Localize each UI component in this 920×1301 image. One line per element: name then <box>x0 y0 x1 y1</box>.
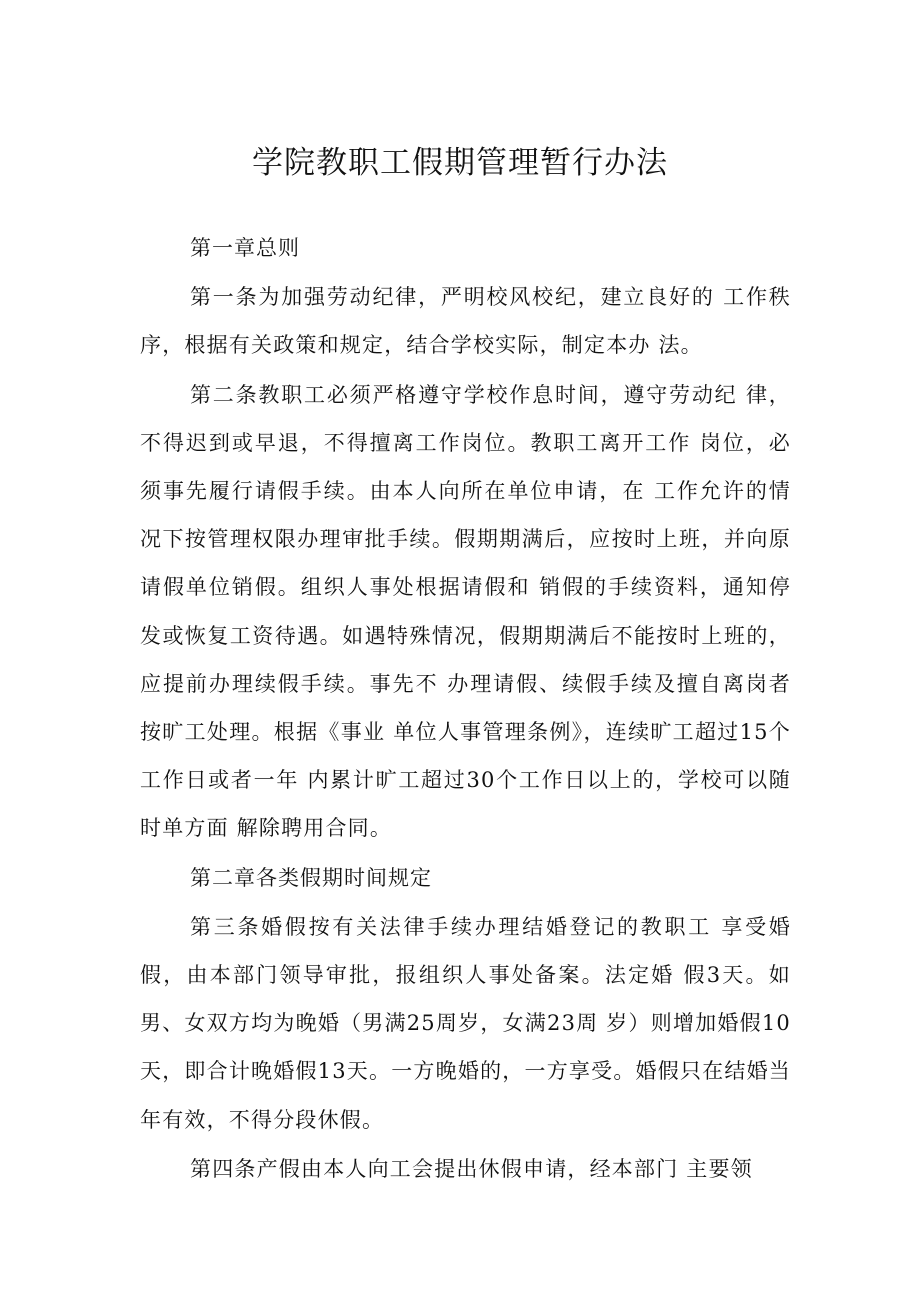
document-title: 学院教职工假期管理暂行办法 <box>252 145 668 181</box>
article-paragraph: 第二条教职工必须严格遵守学校作息时间，遵守劳动纪 律，不得迟到或早退，不得擅离工作岗位。教职工离开工作 岗位，必须事先履行请假手续。由本人向所在单位申请，在 工作允许的情况下按管理权限办理审批手续。假期期满后，应按时上班，并向原请假单位销假。组织人事处根据请假和 销假的手续资料，通知停发或恢复工资待遇。如遇特殊情况，假期期满后不能按时上班的，应提前办理续假手续。事先不 办理请假、续假手续及擅自离岗者按旷工处理。根据《事业 单位人事管理条例》，连续旷工超过15个工作日或者一年 内累计旷工超过30个工作日以上的，学校可以随时单方面 解除聘用合同。 <box>140 382 791 841</box>
article-paragraph: 第三条婚假按有关法律手续办理结婚登记的教职工 享受婚假，由本部门领导审批，报组织人事处备案。法定婚 假3天。如男、女双方均为晚婚（男满25周岁，女满23周 岁）则增加婚假10天，即合计晚婚假13天。一方晚婚的，一方享受。婚假只在结婚当年有效，不得分段休假。 <box>140 914 791 1132</box>
article-paragraph: 第四条产假由本人向工会提出休假申请，经本部门 主要领 <box>190 1156 753 1181</box>
article-paragraph: 第一条为加强劳动纪律，严明校风校纪，建立良好的 工作秩序，根据有关政策和规定，结合学校实际，制定本办 法。 <box>140 285 791 358</box>
chapter-heading: 第二章各类假期时间规定 <box>190 865 432 890</box>
chapter-heading: 第一章总则 <box>190 236 300 260</box>
document-body <box>140 224 791 1194</box>
